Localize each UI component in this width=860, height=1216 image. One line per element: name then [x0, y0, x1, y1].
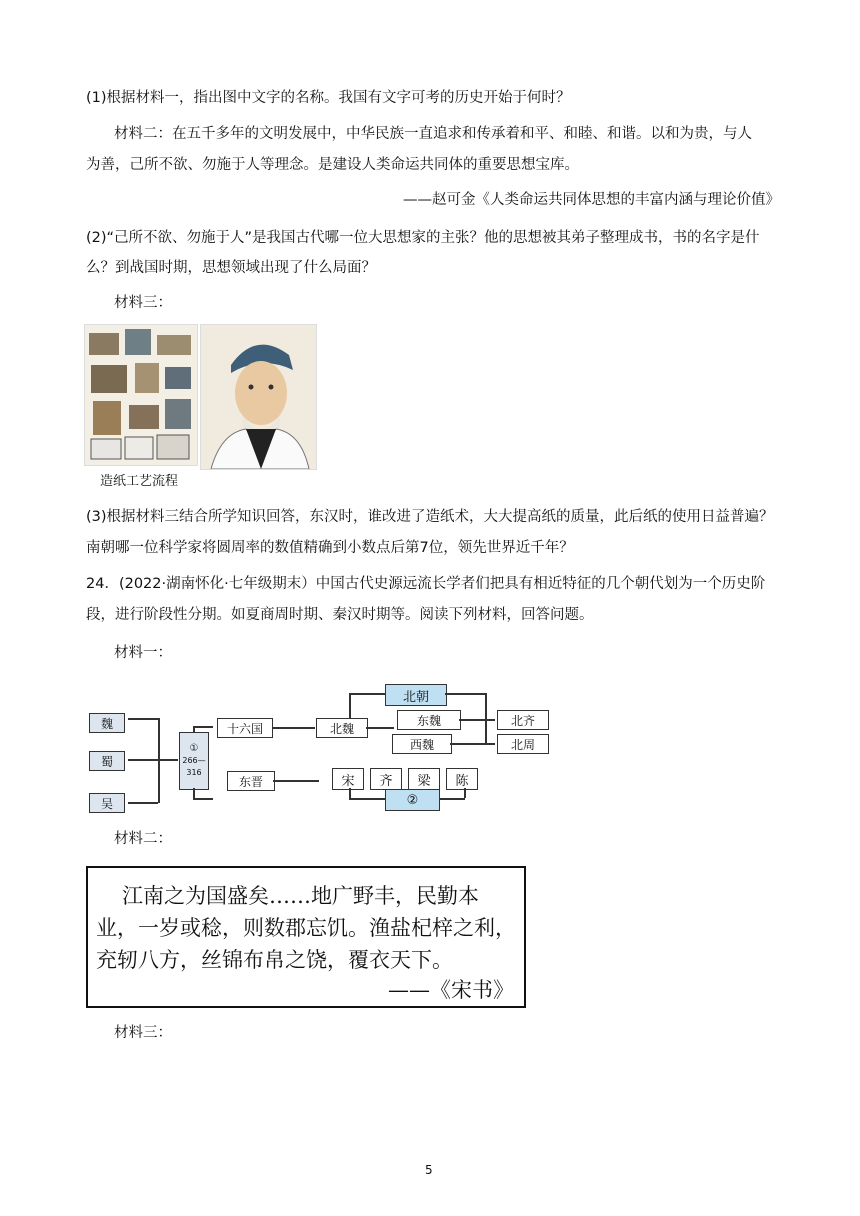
question-1: (1)根据材料一，指出图中文字的名称。我国有文字可考的历史开始于何时？ [86, 90, 571, 106]
box-wei: 魏 [89, 713, 125, 733]
box-liang: 梁 [408, 768, 440, 790]
question-2: (2)“己所不欲、勿施于人”是我国古代哪一位大思想家的主张？他的思想被其弟子整理成书，书的名字是什 [86, 230, 760, 246]
papermaking-caption: 造纸工艺流程 [100, 474, 179, 489]
box-wu: 吴 [89, 793, 125, 813]
box-beizhou: 北周 [497, 734, 549, 754]
box-beiqi: 北齐 [497, 710, 549, 730]
material-2-title: 材料二： [114, 126, 172, 142]
box-chen: 陈 [446, 768, 478, 790]
box-beichao: 北朝 [385, 684, 447, 706]
song-shu-quote-box [86, 866, 526, 1008]
question-24-cont: 段，进行阶段性分期。如夏商周时期、秦汉时期等。阅读下列材料，回答问题。 [86, 607, 594, 623]
box-dongwei: 东魏 [397, 710, 461, 730]
papermaking-illustration [84, 324, 198, 466]
quote-line-1: 江南之为国盛矣……地广野丰，民勤本 [122, 884, 479, 908]
box-qi: 齐 [370, 768, 402, 790]
material-3b-title: 材料三： [114, 1025, 172, 1041]
question-24: 24．(2022·湖南怀化·七年级期末）中国古代史源远流长学者们把具有相近特征的几个朝代划为一个历史阶 [86, 576, 766, 592]
material-2-text-cont: 为善，己所不欲、勿施于人等理念。是建设人类命运共同体的重要思想宝库。 [86, 157, 579, 173]
page-number: 5 [425, 1163, 433, 1177]
box-dongjin: 东晋 [227, 771, 275, 791]
material-3-title: 材料三： [114, 295, 172, 311]
question-3: (3)根据材料三结合所学知识回答，东汉时，谁改进了造纸术，大大提高纸的质量，此后纸的使用日益普遍？ [86, 509, 774, 525]
material-1-title: 材料一： [114, 645, 172, 661]
box-blank-2: ② [385, 789, 440, 811]
question-2-cont: 么？到战国时期，思想领域出现了什么局面？ [86, 260, 376, 276]
box-dynasty-1 [179, 732, 209, 790]
question-3-cont: 南朝哪一位科学家将圆周率的数值精确到小数点后第7位，领先世界近千年？ [86, 540, 574, 556]
box-shiliuguo: 十六国 [217, 718, 273, 738]
box-song: 宋 [332, 768, 364, 790]
material-2b-title: 材料二： [114, 831, 172, 847]
box-shu: 蜀 [89, 751, 125, 771]
material-2-text: 在五千多年的文明发展中，中华民族一直追求和传承着和平、和睦、和谐。以和为贵，与人 [172, 126, 752, 142]
box-beiwei: 北魏 [316, 718, 368, 738]
blank-1-years: 266—316 [182, 756, 206, 777]
portrait-illustration [200, 324, 317, 470]
quote-line-3: 充轫八方，丝锦布帛之饶，覆衣天下。 [96, 948, 453, 972]
blank-1-label: ① [189, 743, 199, 754]
quote-source: ——《宋书》 [388, 978, 514, 1002]
dynasty-diagram [86, 680, 536, 815]
box-xiwei: 西魏 [392, 734, 452, 754]
quote-line-2: 业，一岁或稔，则数郡忘饥。渔盐杞梓之利， [96, 916, 516, 940]
material-2-citation: ——赵可金《人类命运共同体思想的丰富内涵与理论价值》 [403, 192, 780, 208]
